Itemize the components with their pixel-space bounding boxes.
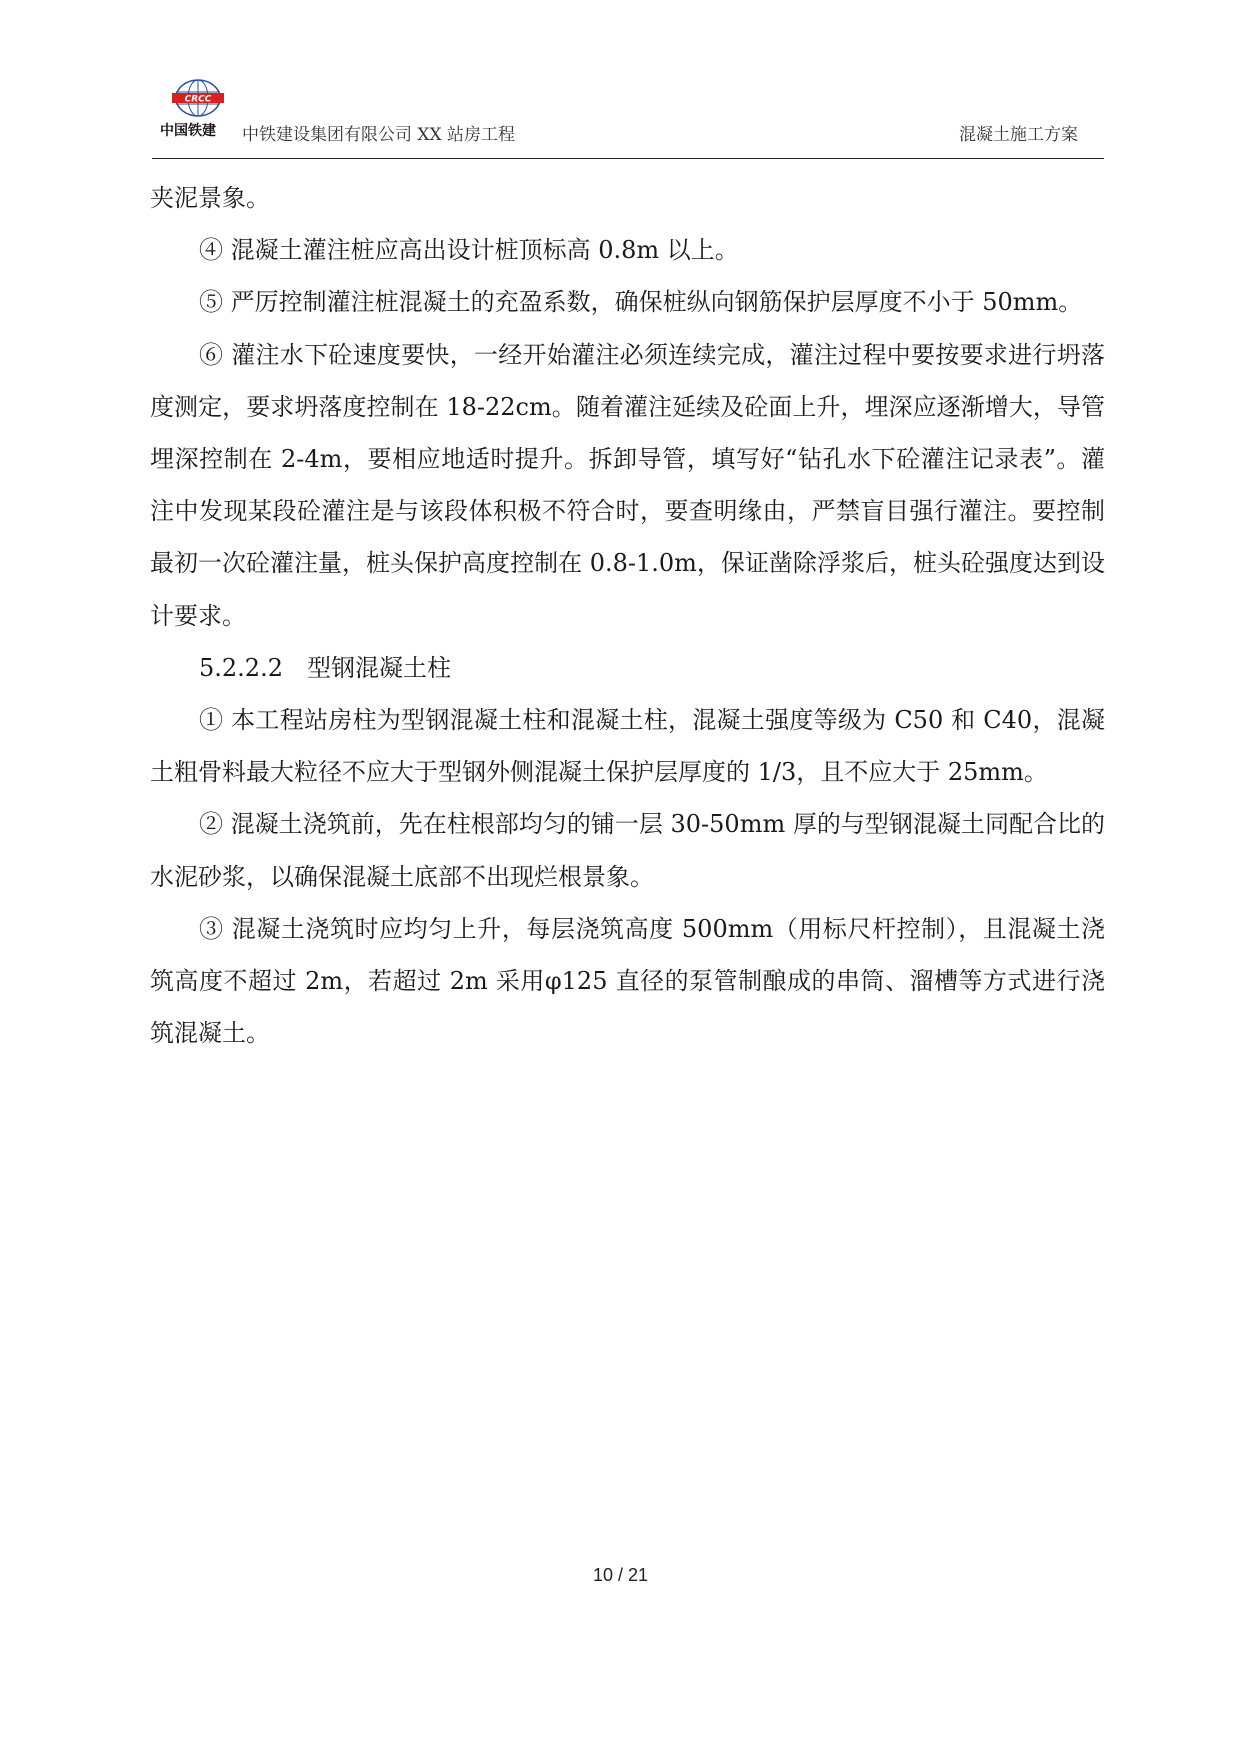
page-number: 10 / 21 bbox=[592, 1565, 649, 1585]
paragraph-continuation: 夹泥景象。 bbox=[150, 184, 270, 212]
paragraph-item-4: ④ 混凝土灌注桩应高出设计桩顶标高 0.8m 以上。 bbox=[199, 236, 739, 265]
paragraph-item-6: ⑥ 灌注水下砼速度要快，一经开始灌注必须连续完成，灌注过程中要按要求进行坍落度测定，要求坍落度控制在 18-22cm。随着灌注延续及砼面上升，埋深应逐渐增大，导管埋深控制在 2-4m，要相应地适时提升。拆卸导管，填写好“钻孔水下砼灌注记录表”。灌注中发现某段砼灌注是与该段体积极不符合时，要查明缘由，严禁盲目强行灌注。要控制最初一次砼灌注量，桩头保护高度控制在 0.8-1.0m，保证凿除浮浆后，桩头砼强度达到设计要求。 bbox=[150, 340, 1105, 630]
paragraph-item-2: ② 混凝土浇筑前，先在柱根部均匀的铺一层 30-50mm 厚的与型钢混凝土同配合比的水泥砂浆，以确保混凝土底部不出现烂根景象。 bbox=[150, 810, 1105, 891]
paragraph-item-1: ① 本工程站房柱为型钢混凝土柱和混凝土柱，混凝土强度等级为 C50 和 C40，混凝土粗骨料最大粒径不应大于型钢外侧混凝土保护层厚度的 1/3，且不应大于 25mm。 bbox=[150, 706, 1105, 787]
page-header bbox=[152, 78, 1104, 159]
logo-emblem-text: CRCC bbox=[184, 94, 212, 105]
paragraph-item-3: ③ 混凝土浇筑时应均匀上升，每层浇筑高度 500mm（用标尺杆控制），且混凝土浇筑高度不超过 2m，若超过 2m 采用φ125 直径的泵管制酿成的串筒、溜槽等方式进行浇筑混凝土。 bbox=[150, 914, 1105, 1048]
logo-text: 中国铁建 bbox=[160, 123, 216, 139]
paragraph-item-5: ⑤ 严厉控制灌注桩混凝土的充盈系数，确保桩纵向钢筋保护层厚度不小于 50mm。 bbox=[199, 288, 1083, 317]
header-company: 中铁建设集团有限公司 XX 站房工程 bbox=[242, 125, 516, 145]
section-heading: 5.2.2.2 型钢混凝土柱 bbox=[199, 653, 451, 682]
body-text bbox=[150, 172, 1105, 1059]
header-doc-title: 混凝土施工方案 bbox=[959, 125, 1078, 145]
